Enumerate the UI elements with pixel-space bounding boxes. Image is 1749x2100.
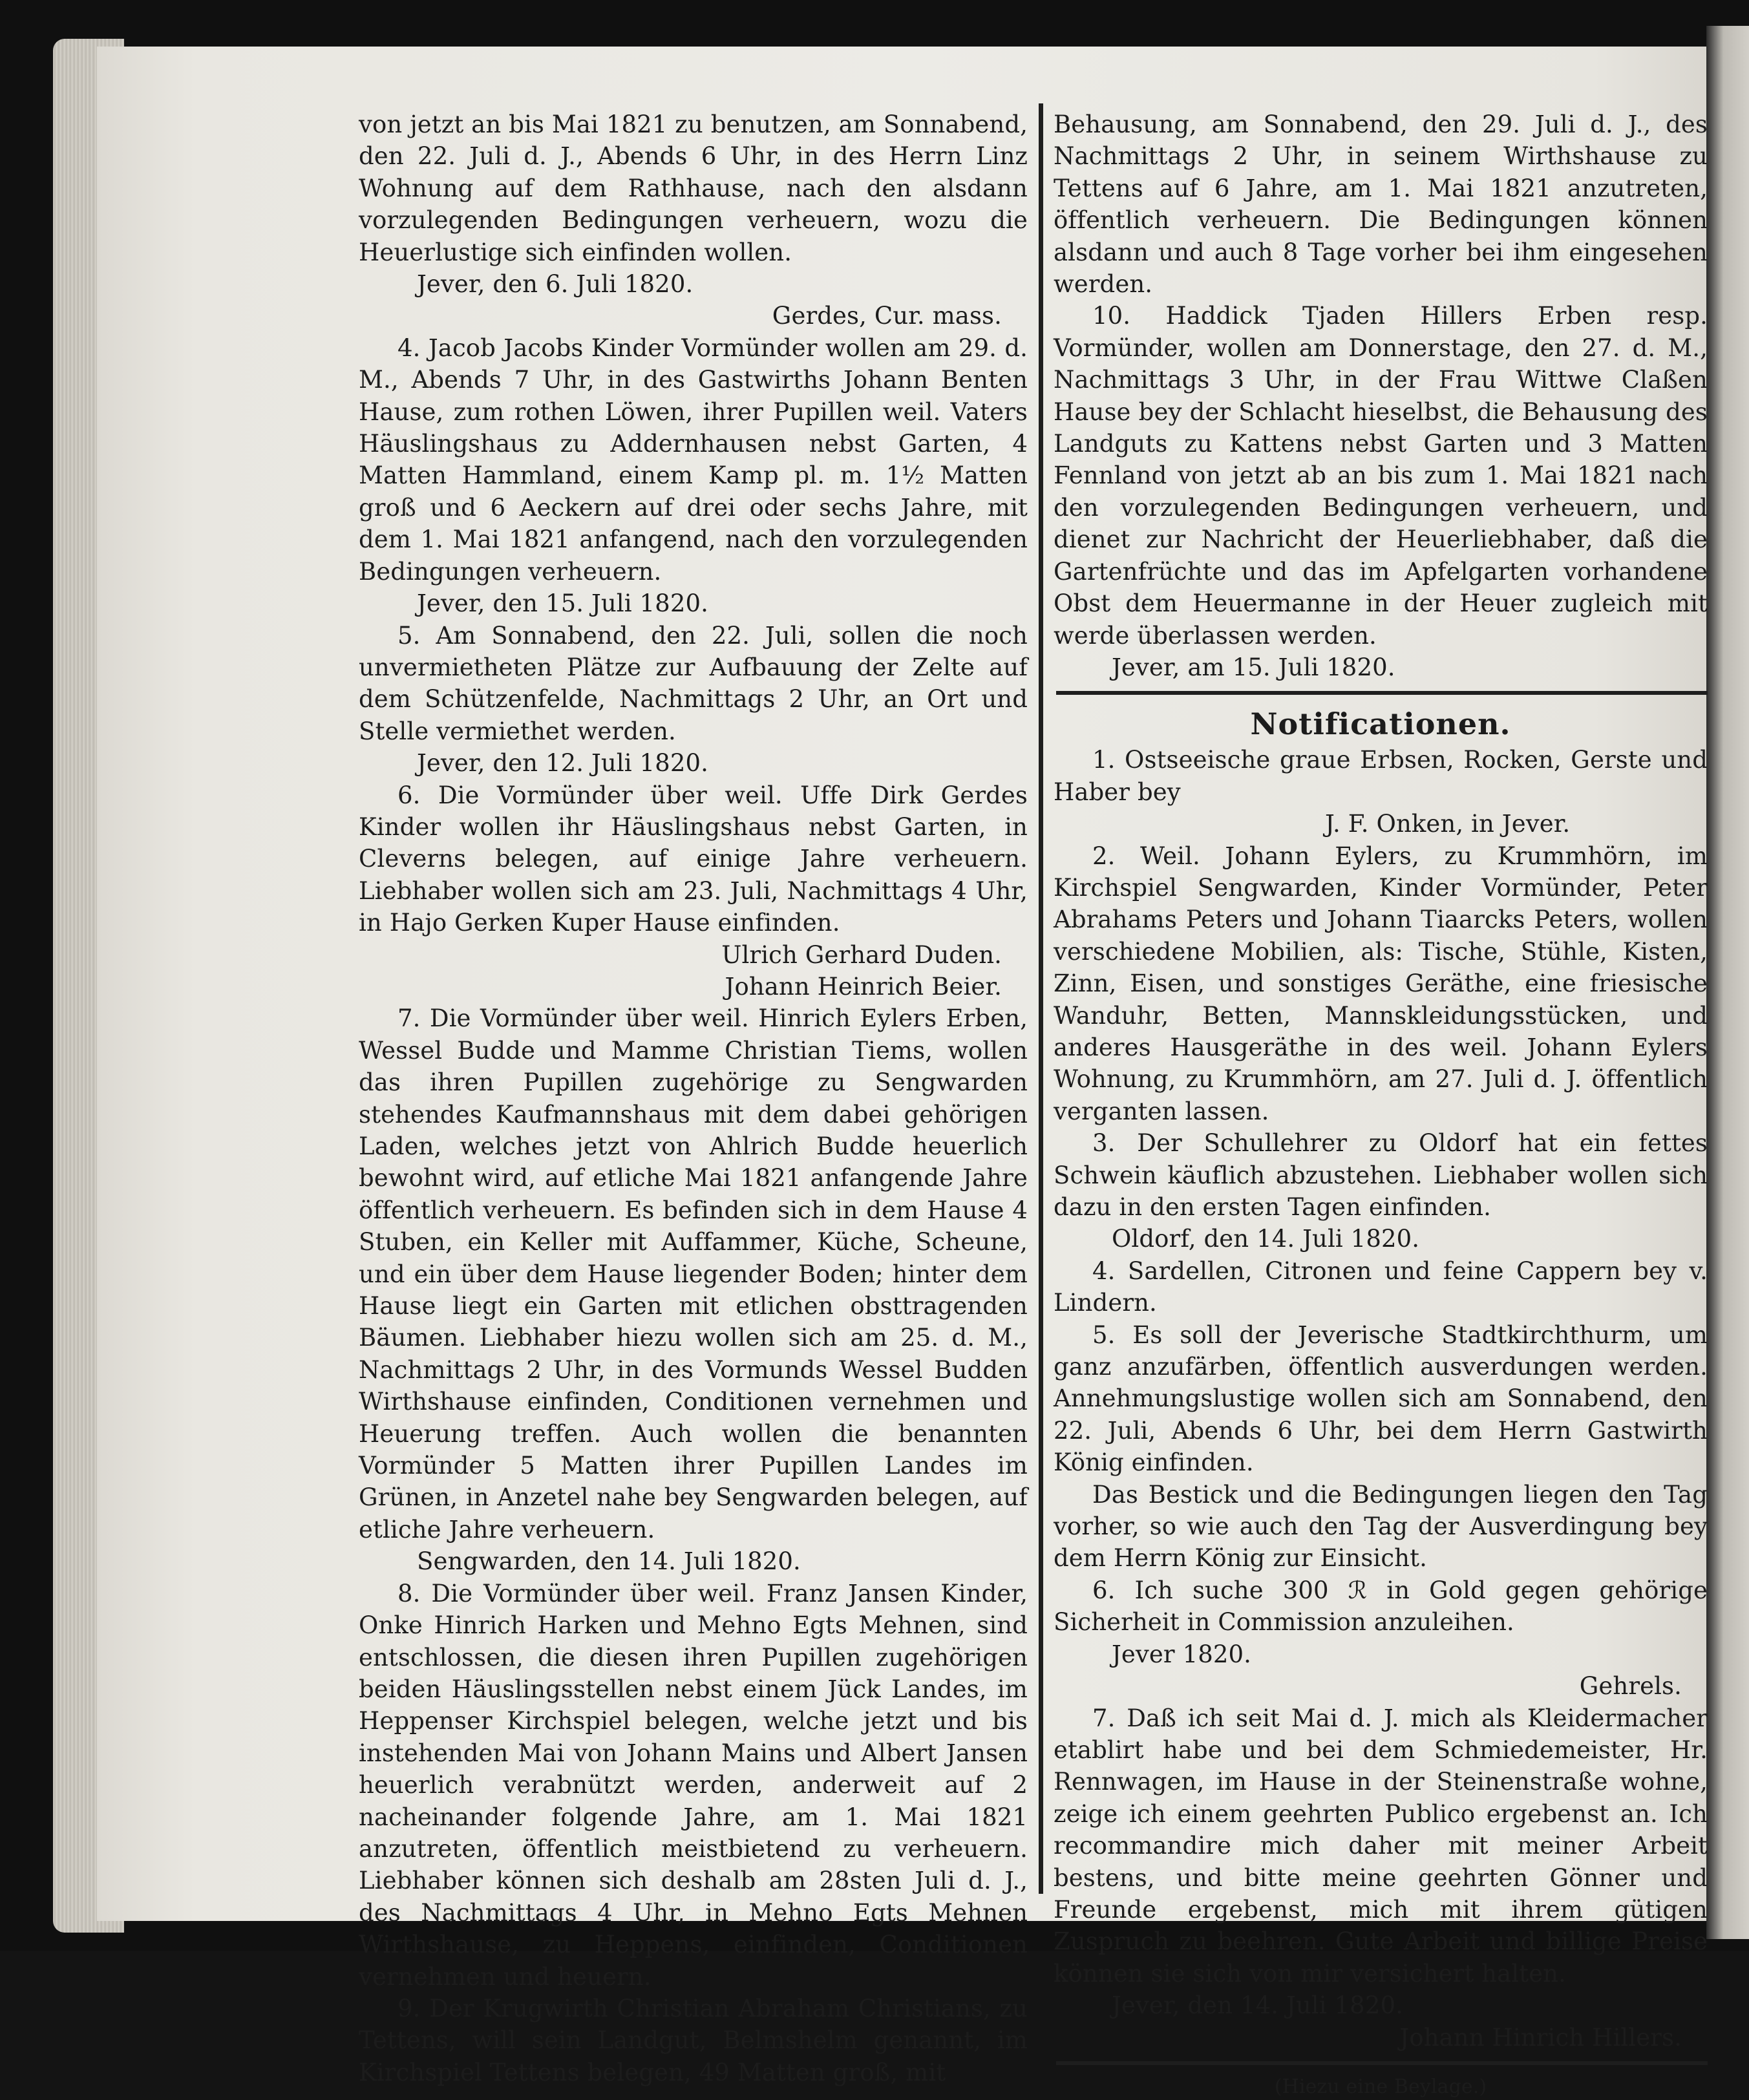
notice-9-continuation: Behausung, am Sonnabend, den 29. Juli d. J., des Nachmittags 2 Uhr, in seinem Wirthshause zu Tettens auf 6 Jahre, am 1. Mai 1821 anzutreten, öffentlich verheuern. Die Bedingungen können alsdann und auch 8 Tage vorher bei ihm eingesehen werden. bbox=[1054, 111, 1708, 299]
notification-5: 5. Es soll der Jeverische Stadtkirchthurm, um ganz anzufärben, öffentlich ausverdungen werden. Annehmungslustige wollen sich am Sonnabend, den 22. Juli, Abends 6 Uhr, bei dem Herrn Gastwirth König einfinden. bbox=[1054, 1320, 1708, 1477]
notification-1: 1. Ostseeische graue Erbsen, Rocken, Gerste und Haber bey bbox=[1054, 746, 1708, 806]
notification-6-date: Jever 1820. bbox=[1112, 1640, 1251, 1668]
column-divider bbox=[1039, 103, 1043, 1894]
notice-6-signature-1: Ulrich Gerhard Duden. bbox=[721, 940, 1002, 969]
notice-7: 7. Die Vormünder über weil. Hinrich Eylers Erben, Wessel Budde und Mamme Christian Tiems, wollen das ihren Pupillen zugehörige zu Sengwarden stehendes Kaufmannshaus mit dem dabei gehörigen Laden, welches jetzt von Ahlrich Budde heuerlich bewohnt wird, auf etliche Mai 1821 anfangende Jahre öffentlich verheuern. Es befinden sich in dem Hause 4 Stuben, ein Keller mit Auffammer, Küche, Scheune, und ein über dem Hause liegender Boden; hinter dem Hause liegt ein Garten mit etlichen obsttragenden Bäumen. Liebhaber hiezu wollen sich am 25. d. M., Nachmittags 2 Uhr, in des Vormunds Wessel Budden Wirthshause einfinden, Conditionen vernehmen und Heuerung treffen. Auch wollen die benannten Vormünder 5 Matten ihrer Pupillen Landes im Grünen, in Anzetel nahe bey Sengwarden belegen, auf etliche Jahre verheuern. bbox=[359, 1004, 1028, 1543]
facing-page-edge bbox=[1706, 26, 1749, 1939]
notification-7: 7. Daß ich seit Mai d. J. mich als Kleidermacher etablirt habe und bei dem Schmiedemeister, Hr. Rennwagen, im Hause in der Steinenstraße wohne, zeige ich einem geehrten Publico ergebenst an. Ich recommandire mich daher mit meiner Arbeit bestens, und bitte meine geehrten Gönner und Freunde ergebenst, mich mit ihrem gütigen Zuspruch zu beehren. Gute Arbeit und billige Preise können sie sich von mir versichert halten. bbox=[1054, 1704, 1708, 1988]
notification-6-signature: Gehrels. bbox=[1579, 1672, 1682, 1701]
notice-3-signature: Gerdes, Cur. mass. bbox=[772, 302, 1002, 330]
left-column bbox=[359, 109, 1028, 2088]
notification-3: 3. Der Schullehrer zu Oldorf hat ein fettes Schwein käuflich abzustehen. Liebhaber wollen sich dazu in den ersten Tagen einfinden. bbox=[1054, 1129, 1708, 1221]
notice-5-date: Jever, den 12. Juli 1820. bbox=[417, 749, 708, 778]
supplement-note: (Hiezu eine Beylage.) bbox=[1274, 2075, 1487, 2098]
notice-5: 5. Am Sonnabend, den 22. Juli, sollen die noch unvermietheten Plätze zur Aufbauung der Zelte auf dem Schützenfelde, Nachmittags 2 Uhr, an Ort und Stelle vermiethet werden. bbox=[359, 621, 1028, 745]
notification-2: 2. Weil. Johann Eylers, zu Krummhörn, im Kirchspiel Sengwarden, Kinder Vormünder, Peter Abrahams Peters und Johann Tiaarcks Peters, wollen verschiedene Mobilien, als: Tische, Stühle, Kisten, Zinn, Eisen, und sonstiges Geräthe, eine friesische Wanduhr, Betten, Mannskleidungsstücken, und anderes Hausgeräthe in des weil. Johann Eylers Wohnung, zu Krummhörn, am 27. Juli d. J. öffentlich verganten lassen. bbox=[1054, 842, 1708, 1125]
notification-1-signature: J. F. Onken, in Jever. bbox=[1325, 810, 1571, 838]
notification-5-addendum: Das Bestick und die Bedingungen liegen den Tag vorher, so wie auch den Tag der Ausverdingung bey dem Herrn König zur Einsicht. bbox=[1054, 1480, 1708, 1573]
right-column bbox=[1054, 109, 1708, 2100]
notice-10: 10. Haddick Tjaden Hillers Erben resp. Vormünder, wollen am Donnerstage, den 27. d. M., Nachmittags 3 Uhr, in der Frau Wittwe Claßen Hause bey der Schlacht hieselbst, die Behausung des Landguts zu Kattens nebst Garten und 3 Matten Fennland von jetzt ab an bis zum 1. Mai 1821 nach den vorzulegenden Bedingungen verheuern, und dienet zur Nachricht der Heuerliebhaber, daß die Gartenfrüchte und das im Apfelgarten vorhandene Obst dem Heuermanne in der Heuer zugleich mit werde überlassen werden. bbox=[1054, 302, 1708, 650]
notice-4: 4. Jacob Jacobs Kinder Vormünder wollen am 29. d. M., Abends 7 Uhr, in des Gastwirths Johann Benten Hause, zum rothen Löwen, ihrer Pupillen weil. Vaters Häuslingshaus zu Addernhausen nebst Garten, 4 Matten Hammland, einem Kamp pl. m. 1½ Matten groß und 6 Aeckern auf drei oder sechs Jahre, mit dem 1. Mai 1821 anfangend, nach den vorzulegenden Bedingungen verheuern. bbox=[359, 334, 1028, 586]
notice-3-date: Jever, den 6. Juli 1820. bbox=[417, 270, 694, 299]
notice-6: 6. Die Vormünder über weil. Uffe Dirk Gerdes Kinder wollen ihr Häuslingshaus nebst Garten, in Cleverns belegen, auf einige Jahre verheuern. Liebhaber wollen sich am 23. Juli, Nachmittags 4 Uhr, in Hajo Gerken Kuper Hause einfinden. bbox=[359, 781, 1028, 937]
notice-10-date: Jever, am 15. Juli 1820. bbox=[1112, 653, 1395, 681]
notification-6: 6. Ich suche 300 ℛ in Gold gegen gehörige Sicherheit in Commission anzuleihen. bbox=[1054, 1576, 1708, 1637]
notification-7-signature: Johann Hinrich Hillers. bbox=[1399, 2023, 1682, 2052]
closing-divider bbox=[1056, 2061, 1708, 2065]
section-heading-notificationen: Notificationen. bbox=[1250, 706, 1511, 742]
notice-6-signature-2: Johann Heinrich Beier. bbox=[725, 972, 1002, 1001]
notice-3-continuation: von jetzt an bis Mai 1821 zu benutzen, am Sonnabend, den 22. Juli d. J., Abends 6 Uhr, in des Herrn Linz Wohnung auf dem Rathhause, nach den alsdann vorzulegenden Bedingungen verheuern, wozu die Heuerlustige sich einfinden wollen. bbox=[359, 111, 1028, 266]
section-divider bbox=[1056, 691, 1708, 695]
notification-7-date: Jever, den 14. Juli 1820. bbox=[1112, 1991, 1403, 2020]
notification-3-date: Oldorf, den 14. Juli 1820. bbox=[1112, 1225, 1420, 1253]
notice-9: 9. Der Krugwirth Christian Abraham Christians, zu Tettens, will sein Landgut, Belmshelm genannt, im Kirchspiel Tettens belegen, 49 Matten groß, mit bbox=[359, 1994, 1028, 2086]
notice-7-date: Sengwarden, den 14. Juli 1820. bbox=[417, 1547, 801, 1576]
notification-4: 4. Sardellen, Citronen und feine Cappern bey v. Lindern. bbox=[1054, 1257, 1708, 1317]
notice-8: 8. Die Vormünder über weil. Franz Jansen Kinder, Onke Hinrich Harken und Mehno Egts Mehnen, sind entschlossen, die diesen ihren Pupillen zugehörigen beiden Häuslingsstellen nebst einem Jück Landes, im Heppenser Kirchspiel belegen, welche jetzt und bis instehenden Mai von Johann Mains und Albert Jansen heuerlich verabnützt werden, anderweit auf 2 nacheinander folgende Jahre, am 1. Mai 1821 anzutreten, öffentlich meistbietend zu verheuern. Liebhaber können sich deshalb am 28sten Juli d. J., des Nachmittags 4 Uhr, in Mehno Egts Mehnen Wirthshause, zu Heppens, einfinden, Conditionen vernehmen und heuern. bbox=[359, 1579, 1028, 1991]
notice-4-date: Jever, den 15. Juli 1820. bbox=[417, 589, 708, 618]
